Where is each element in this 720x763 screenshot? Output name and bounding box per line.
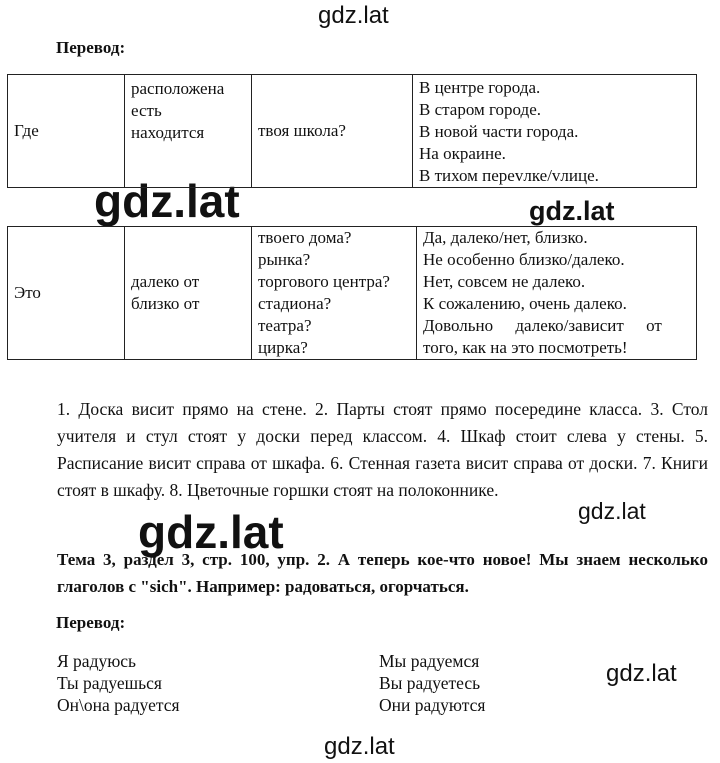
table-cell-replies (417, 227, 697, 360)
distance-option: далеко от (131, 272, 200, 291)
conjugation-item: Я радуюсь (57, 651, 137, 671)
conjugation-plural (379, 650, 485, 716)
table-cell-where: Где (8, 75, 125, 188)
verb-option: расположена (131, 79, 225, 98)
answer-line: В новой части города. (419, 122, 579, 141)
watermark-large-1: gdz.lat (94, 175, 240, 227)
watermark-top: gdz.lat (318, 2, 389, 29)
table-row (8, 227, 697, 360)
conjugation-item: Мы радуемся (379, 651, 480, 671)
reply-line: Да, далеко/нет, близко. (423, 228, 588, 247)
place-option: театра? (258, 316, 312, 335)
table-cell-subject: твоя школа? (252, 75, 413, 188)
conjugation-item: Он\она радуется (57, 695, 180, 715)
table-row (8, 75, 697, 188)
answer-line: В центре города. (419, 78, 541, 97)
place-option: торгового центра? (258, 272, 390, 291)
table-location (7, 74, 697, 188)
place-option: твоего дома? (258, 228, 352, 247)
watermark-large-2: gdz.lat (138, 506, 284, 558)
topic-heading: Тема 3, раздел 3, стр. 100, упр. 2. А теперь кое-что новое! Мы знаем несколько глаголов с "sich". Например: радоваться, огорчаться. (57, 550, 708, 596)
conjugation-item: Ты радуешься (57, 673, 162, 693)
answer-line: В тихом переvлке/vлице. (419, 166, 599, 185)
reply-line: Не особенно близко/далеко. (423, 250, 625, 269)
verb-option: находится (131, 123, 205, 142)
translation-heading: Перевод: (56, 38, 126, 57)
table-cell-answers (413, 75, 697, 188)
reply-line: К сожалению, очень далеко. (423, 294, 627, 313)
table-distance (7, 226, 697, 360)
answer-line: В старом городе. (419, 100, 542, 119)
conjugation-singular (57, 650, 180, 716)
watermark-bottom: gdz.lat (324, 733, 395, 760)
place-option: рынка? (258, 250, 311, 269)
answer-line: На окраине. (419, 144, 506, 163)
watermark-right-2: gdz.lat (578, 498, 646, 524)
conjugation-item: Они радуются (379, 695, 486, 715)
translation-heading-2: Перевод: (56, 613, 126, 632)
conjugation-item: Вы радуетесь (379, 673, 481, 693)
reply-line: Довольно далеко/зависит от (423, 316, 662, 335)
reply-line: того, как на это посмотреть! (423, 338, 628, 357)
distance-option: близко от (131, 294, 200, 313)
place-option: цирка? (258, 338, 308, 357)
table-cell-places (252, 227, 417, 360)
classroom-paragraph: 1. Доска висит прямо на стене. 2. Парты стоят прямо посередине класса. 3. Стол учителя и стул стоят у доски перед классом. 4. Шкаф стоит слева у стены. 5. Расписание висит справа от шкафа. 6. Стенная газета висит справа от доски. 7. Книги стоят в шкафу. 8. Цветочные горшки стоят на полоконнике. (57, 399, 708, 500)
table-cell-this: Это (8, 227, 125, 360)
verb-option: есть (131, 101, 162, 120)
reply-line: Нет, совсем не далеко. (423, 272, 586, 291)
table-cell-verbs (125, 75, 252, 188)
place-option: стадиона? (258, 294, 332, 313)
watermark-right-3: gdz.lat (606, 660, 677, 687)
watermark-right-1: gdz.lat (529, 196, 615, 226)
table-cell-distance (125, 227, 252, 360)
